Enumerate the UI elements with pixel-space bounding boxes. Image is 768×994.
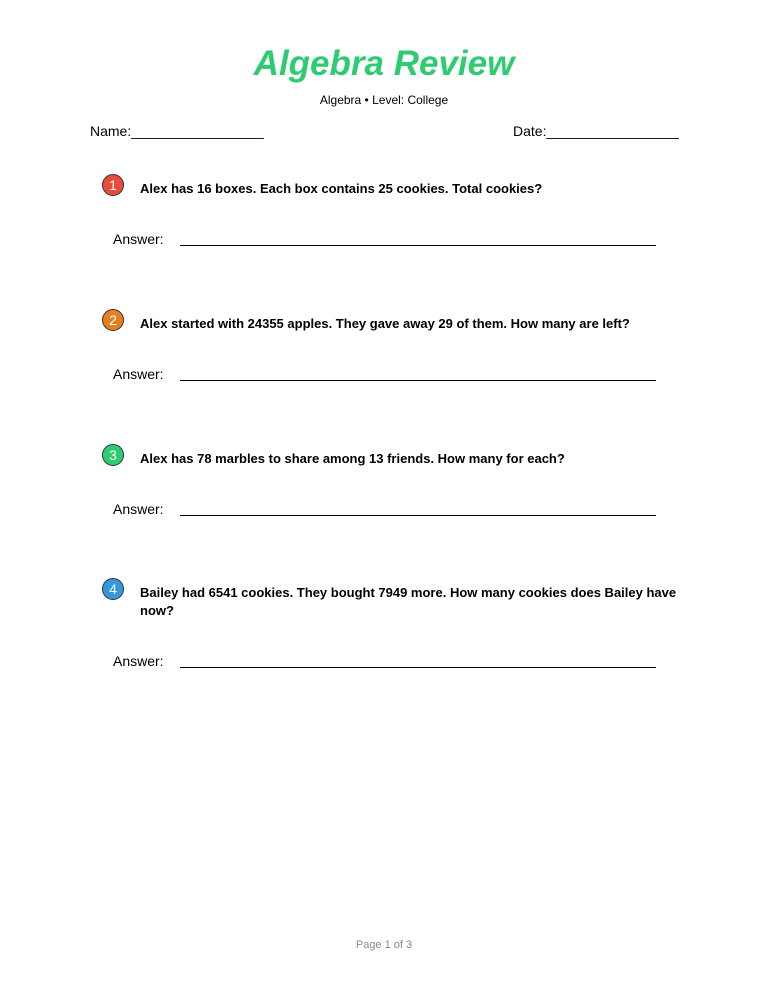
name-field[interactable]: Name:_________________ [90,123,264,139]
question-text: Alex started with 24355 apples. They gave away 29 of them. How many are left? [140,316,630,331]
question-text: Alex has 78 marbles to share among 13 friends. How many for each? [140,451,565,466]
question-number-badge: 4 [102,578,124,600]
answer-line-2[interactable] [180,380,656,381]
worksheet-subtitle: Algebra • Level: College [319,93,449,107]
answer-line-1[interactable] [180,245,656,246]
question-text: Bailey had 6541 cookies. They bought 7949 more. How many cookies does Bailey have now? [140,585,677,618]
answer-label: Answer: [113,231,164,247]
answer-label: Answer: [113,653,164,669]
question-number-badge: 1 [102,174,124,196]
question-number-badge: 2 [102,309,124,331]
answer-line-3[interactable] [180,515,656,516]
page-number: Page 1 of 3 [355,939,413,951]
date-field[interactable]: Date:_________________ [513,123,679,139]
answer-label: Answer: [113,501,164,517]
question-number-badge: 3 [102,444,124,466]
answer-line-4[interactable] [180,667,656,668]
worksheet-title: Algebra Review [253,44,515,83]
question-text: Alex has 16 boxes. Each box contains 25 cookies. Total cookies? [140,181,543,196]
answer-label: Answer: [113,366,164,382]
